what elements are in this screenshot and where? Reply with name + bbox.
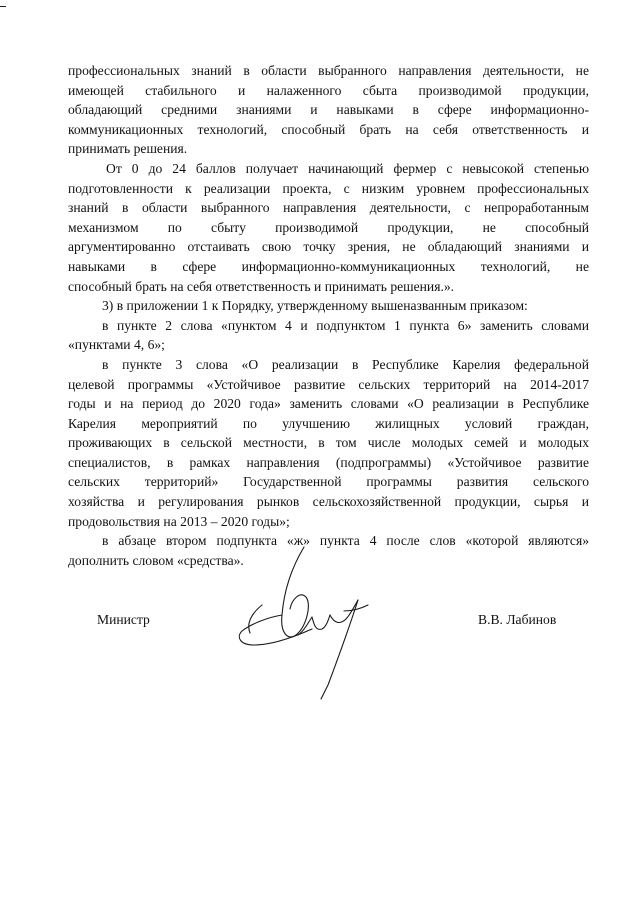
document-line: профессиональных знаний в области выбранного направления деятельности, не	[68, 63, 589, 78]
document-line: подготовленности к реализации проекта, с низким уровнем профессиональных	[68, 180, 589, 196]
page-corner-mark	[0, 6, 6, 7]
document-line: способный брать на себя ответственность и принимать решения.».	[68, 278, 455, 294]
document-line: продовольствия на 2013 – 2020 годы»;	[68, 513, 290, 529]
document-line: хозяйства и регулирования рынков сельскохозяйственной продукции, сырья и	[68, 494, 589, 510]
document-line: навыками в сфере информационно-коммуникационных технологий, не	[68, 258, 589, 274]
signer-name: В.В. Лабинов	[478, 612, 557, 627]
document-line: целевой программы «Устойчивое развитие сельских территорий на 2014-2017	[68, 376, 589, 392]
document-line: Карелия мероприятий по улучшению жилищных условий граждан,	[68, 415, 589, 431]
document-line: годы и на период до 2020 года» заменить словами «О реализации в Республике	[68, 396, 589, 412]
document-body	[68, 61, 589, 570]
document-line: дополнить словом «средства».	[68, 552, 244, 568]
document-line: в абзаце втором подпункта «ж» пункта 4 после слов «которой являются»	[102, 533, 589, 549]
document-line: обладающий средними знаниями и навыками в сфере информационно-	[68, 102, 589, 118]
document-line: От 0 до 24 баллов получает начинающий фермер с невысокой степенью	[106, 160, 589, 176]
signer-position: Министр	[97, 612, 150, 627]
document-line: 3) в приложении 1 к Порядку, утвержденному вышеназванным приказом:	[102, 298, 528, 314]
document-line: механизмом по сбыту производимой продукции, не способный	[68, 219, 589, 235]
document-line: проживающих в сельской местности, в том числе молодых семей и молодых	[68, 435, 589, 451]
document-line: имеющей стабильного и налаженного сбыта производимой продукции,	[68, 82, 589, 98]
handwritten-signature-icon	[232, 545, 382, 700]
document-line: специалистов, в рамках направления (подпрограммы) «Устойчивое развитие	[68, 454, 589, 470]
document-line: знаний в области выбранного направления деятельности, с непроработанным	[68, 200, 589, 216]
document-line: принимать решения.	[68, 141, 188, 157]
document-line: сельских территорий» Государственной программы развития сельского	[68, 474, 589, 490]
document-line: в пункте 3 слова «О реализации в Республике Карелия федеральной	[102, 356, 589, 372]
document-line: аргументированно отстаивать свою точку зрения, не обладающий знаниями и	[68, 239, 589, 255]
document-line: «пунктами 4, 6»;	[68, 337, 165, 353]
document-line: коммуникационных технологий, способный брать на себя ответственность и	[68, 121, 589, 137]
document-line: в пункте 2 слова «пунктом 4 и подпунктом 1 пункта 6» заменить словами	[102, 317, 589, 333]
